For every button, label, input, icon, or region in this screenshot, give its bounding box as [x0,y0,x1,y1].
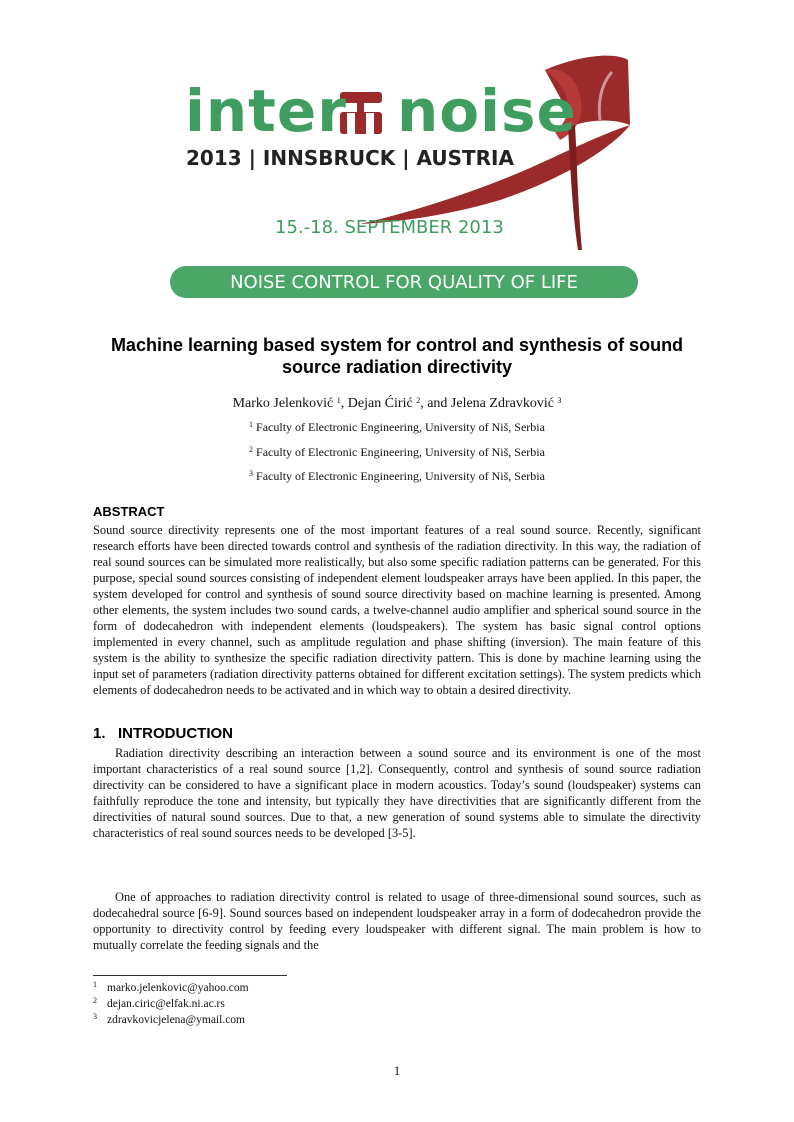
affiliation-text: Faculty of Electronic Engineering, University of Niš, Serbia [256,469,545,483]
author-list [80,396,714,412]
author-affiliation-mark: 2 [416,396,421,405]
author-name: Jelena Zdravković [450,396,554,411]
footnote-mark: 2 [93,996,97,1005]
author-affiliation-mark: 1 [336,396,341,405]
author-separator: , and [420,396,451,411]
conference-location: 2013 | INNSBRUCK | AUSTRIA [186,146,514,170]
logo-word-inter: inter [185,77,347,145]
introduction-heading: 1. INTRODUCTION [93,725,234,742]
footnote [93,998,225,1010]
author-affiliation-mark: 3 [557,396,562,405]
affiliation-mark: 2 [249,445,254,454]
conference-header [0,0,794,310]
author-name: Dejan Ćirić [347,396,413,411]
footnote-email: zdravkovicjelena@ymail.com [107,1014,245,1026]
abstract-text: Sound source directivity represents one of the most important features of a real sound source. Recently, significant research efforts have been directed towards control and synthesis of the radiation directivity. In this way, the radiation of real sound sources can be simulated more realistically, but also some specific radiation patterns can be generated. For this purpose, special sound sources consisting of independent element loudspeaker arrays have been applied. In this paper, the system developed for control and synthesis of sound source directivity based on machine learning is presented. Among other elements, the system includes two sound cards, a twelve-channel audio amplifier and spherical sound source in the form of dodecahedron with independent elements (loudspeakers). The system has basic signal control options implemented in every channel, such as amplitude regulation and phase shifting (inversion). The main feature of this system is the ability to synthesize the specific radiation directivity pattern. This is done by machine learning using the input set of parameters (radiation directivity patterns obtained for different excitation settings). The system predicts which elements of dodecahedron needs to be activated and in which way to obtain a desired directivity. [93,523,701,697]
conference-motto-banner: NOISE CONTROL FOR QUALITY OF LIFE [170,266,638,298]
author-name: Marko Jelenković [232,396,334,411]
affiliation-line [80,445,714,460]
footnote-mark: 1 [93,980,97,989]
affiliation-mark: 3 [249,469,254,478]
conference-dates: 15.-18. SEPTEMBER 2013 [275,217,504,238]
affiliation-line [80,420,714,435]
page-number: 1 [393,1063,401,1078]
affiliation-text: Faculty of Electronic Engineering, University of Niš, Serbia [256,445,545,459]
affiliation-text: Faculty of Electronic Engineering, University of Niš, Serbia [256,420,545,434]
footnote-email: marko.jelenkovic@yahoo.com [107,982,249,994]
affiliation-mark: 1 [249,420,254,429]
footnote-email: dejan.ciric@elfak.ni.ac.rs [107,998,225,1010]
author-separator: , [340,396,348,411]
abstract-heading: ABSTRACT [93,504,165,519]
introduction-paragraph: Radiation directivity describing an interaction between a sound source and its environment is one of the most important characteristics of a real sound source [1,2]. Consequently, control and synthesis of sound source radiation directivity can be considered to have a significant place in modern acoustics. Today’s sound (loudspeaker) systems can faithfully reproduce the tone and intensity, but typically they have directivities that are significantly different from the directivities of natural sound sources. Due to that, a new generation of sound systems able to simulate the directivity characteristics of real sound sources needs to be developed [3-5]. [93,746,701,840]
logo-word-noise: noise [397,77,577,145]
footnote-divider [93,975,287,976]
footnote [93,982,249,994]
footnote [93,1014,245,1026]
footnote-mark: 3 [93,1012,97,1021]
paper-title: Machine learning based system for control and synthesis of sound source radiation directivity [110,335,684,377]
introduction-paragraph: One of approaches to radiation directivity control is related to usage of three-dimensional sound sources, such as dodecahedral source [6-9]. Sound sources based on independent loudspeaker array in a form of dodecahedron provide the opportunity to directivity control by feeding every loudspeaker with different signal. The main problem is how to mutually correlate the feeding signals and the [93,890,701,952]
affiliation-line [80,469,714,484]
